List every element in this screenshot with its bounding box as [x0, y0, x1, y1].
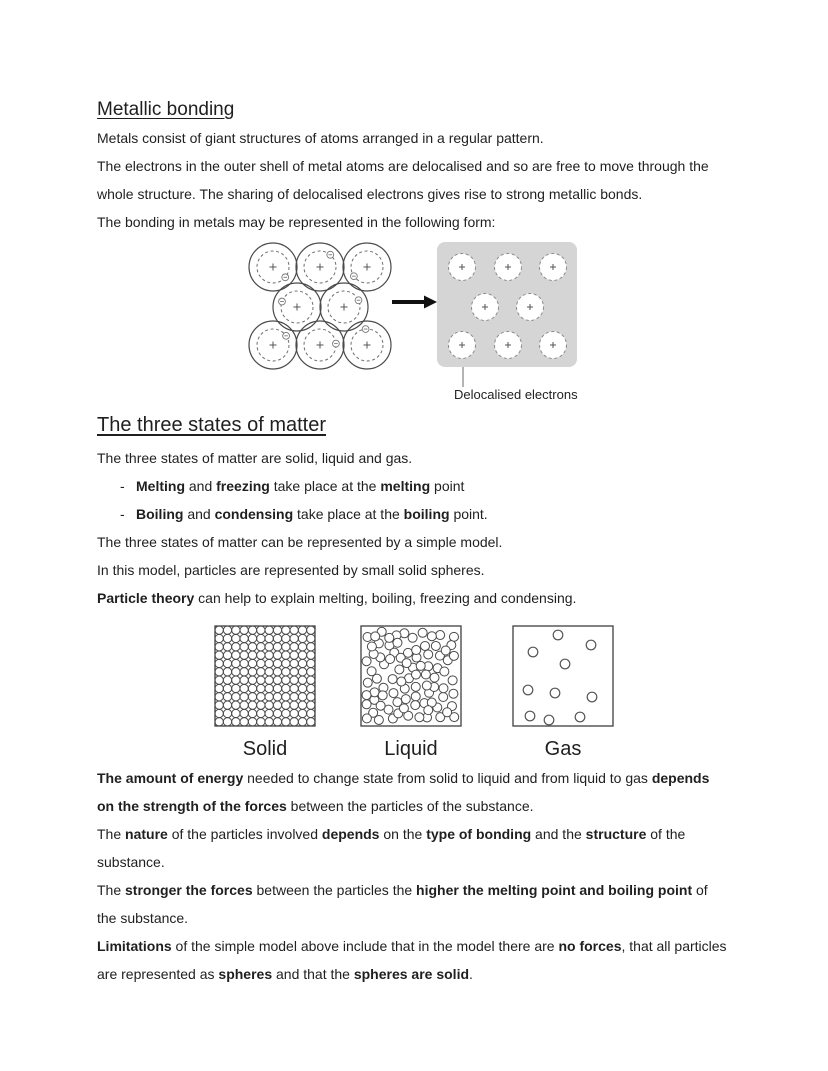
svg-text:Delocalised electrons: Delocalised electrons: [454, 387, 578, 402]
document-content: [97, 98, 730, 988]
paragraph-simple-model: The three states of matter can be represented by a simple model.: [97, 534, 503, 550]
paragraph-bonding-representation: The bonding in metals may be represented in the following form:: [97, 214, 496, 230]
svg-text:Solid: Solid: [242, 738, 288, 760]
bullet-text: Boiling and condensing take place at the boiling point.: [136, 506, 488, 522]
paragraph-nature-of-particles: The nature of the particles involved depends on the type of bonding and the structure of the substance.: [97, 826, 686, 870]
svg-text:Gas: Gas: [544, 738, 582, 760]
paragraph-metals-structure: Metals consist of giant structures of atoms arranged in a regular pattern.: [97, 130, 544, 146]
bullet-boiling-condensing: [97, 500, 730, 528]
paragraph-solid-spheres: In this model, particles are represented by small solid spheres.: [97, 562, 485, 578]
paragraph-stronger-forces: The stronger the forces between the particles the higher the melting point and boiling point of the substance.: [97, 882, 708, 926]
paragraph-particle-theory: Particle theory can help to explain melting, boiling, freezing and condensing.: [97, 590, 577, 606]
metallic-bonding-figure: [240, 240, 730, 404]
paragraph-energy: The amount of energy needed to change state from solid to liquid and from liquid to gas depends on the strength of the forces between the particles of the substance.: [97, 770, 710, 814]
metallic-bonding-diagram: [240, 240, 585, 404]
states-of-matter-diagram: [197, 624, 617, 764]
svg-text:Liquid: Liquid: [384, 738, 438, 760]
heading-metallic-bonding: Metallic bonding: [97, 99, 235, 120]
bullet-text: Melting and freezing take place at the melting point: [136, 478, 465, 494]
bullet-melting-freezing: [97, 472, 730, 500]
bullet-marker: -: [120, 478, 125, 494]
states-of-matter-figure: [197, 624, 730, 764]
paragraph-limitations: Limitations of the simple model above include that in the model there are no forces, that all particles are represented as spheres and that the spheres are solid.: [97, 938, 727, 982]
bullet-marker: -: [120, 506, 125, 522]
paragraph-states-intro: The three states of matter are solid, liquid and gas.: [97, 450, 413, 466]
paragraph-delocalised-electrons: The electrons in the outer shell of metal atoms are delocalised and so are free to move through the whole structure. The sharing of delocalised electrons gives rise to strong metallic bonds.: [97, 158, 709, 202]
heading-three-states: The three states of matter: [97, 414, 326, 436]
